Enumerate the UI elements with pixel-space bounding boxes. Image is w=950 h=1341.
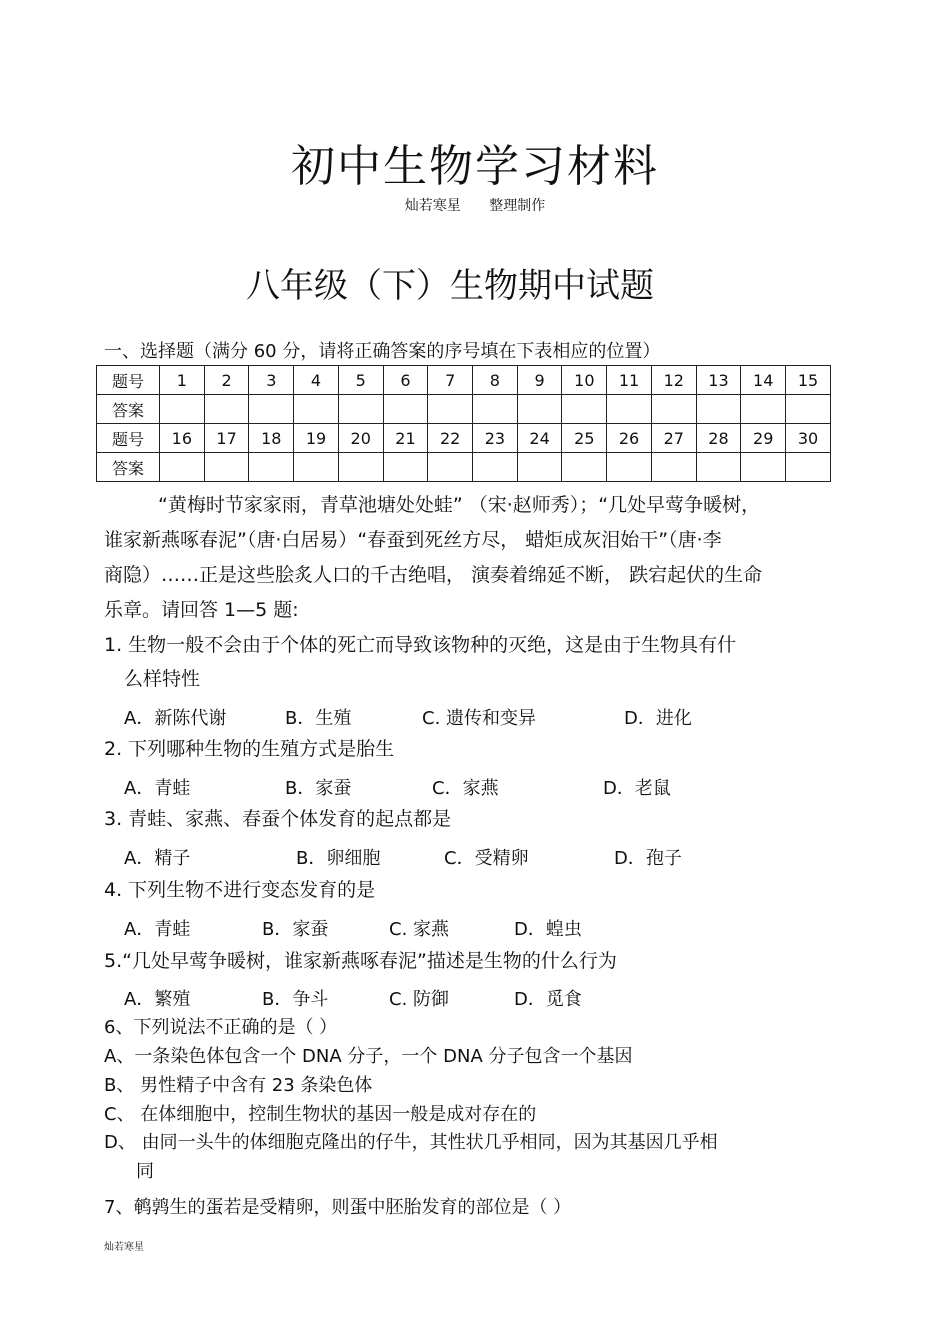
table-row xyxy=(97,366,831,395)
question-number-cell: 3 xyxy=(249,366,294,395)
option-b[interactable]: B．家蚕 xyxy=(285,778,352,799)
table-row xyxy=(97,453,831,482)
answer-cell[interactable] xyxy=(517,453,562,482)
option-b[interactable]: B、 男性精子中含有 23 条染色体 xyxy=(104,1075,373,1096)
option-c[interactable]: C. 防御 xyxy=(389,989,450,1010)
option-b[interactable]: B．卵细胞 xyxy=(296,848,381,869)
option-d[interactable]: D．进化 xyxy=(624,708,692,729)
answer-cell[interactable] xyxy=(562,453,607,482)
options-row xyxy=(0,985,950,1011)
question-number-cell: 18 xyxy=(249,424,294,453)
answer-cell[interactable] xyxy=(204,453,249,482)
question-number-cell: 10 xyxy=(562,366,607,395)
option-c[interactable]: C. 遗传和变异 xyxy=(422,708,537,729)
option-b[interactable]: B．争斗 xyxy=(262,989,329,1010)
question-number-cell: 11 xyxy=(607,366,652,395)
question-number-cell: 29 xyxy=(741,424,786,453)
row-label: 题号 xyxy=(97,366,160,395)
question-number-cell: 9 xyxy=(517,366,562,395)
exam-title: 八年级（下）生物期中试题 xyxy=(246,266,654,306)
table-row xyxy=(97,424,831,453)
question-number-cell: 8 xyxy=(473,366,518,395)
question-number-cell: 5 xyxy=(338,366,383,395)
option-a[interactable]: A．精子 xyxy=(124,848,191,869)
option-c[interactable]: C．家燕 xyxy=(432,778,499,799)
option-a[interactable]: A．新陈代谢 xyxy=(124,708,227,729)
option-a[interactable]: A．繁殖 xyxy=(124,989,191,1010)
option-c[interactable]: C、 在体细胞中，控制生物状的基因一般是成对存在的 xyxy=(104,1104,537,1125)
question-number-cell: 19 xyxy=(294,424,339,453)
question-stem: 4. 下列生物不进行变态发育的是 xyxy=(104,879,376,901)
row-label: 答案 xyxy=(97,395,160,424)
option-d-cont: 同 xyxy=(136,1161,154,1182)
question-number-cell: 24 xyxy=(517,424,562,453)
option-d[interactable]: D．蝗虫 xyxy=(514,919,582,940)
question-number-cell: 4 xyxy=(294,366,339,395)
answer-cell[interactable] xyxy=(786,395,831,424)
answer-cell[interactable] xyxy=(249,395,294,424)
answer-cell[interactable] xyxy=(249,453,294,482)
question-number-cell: 17 xyxy=(204,424,249,453)
option-b[interactable]: B．生殖 xyxy=(285,708,352,729)
answer-cell[interactable] xyxy=(383,395,428,424)
passage-line: 乐章。请回答 1—5 题: xyxy=(104,599,299,621)
answer-cell[interactable] xyxy=(562,395,607,424)
question-number-cell: 6 xyxy=(383,366,428,395)
question-stem: 7、鹌鹑生的蛋若是受精卵，则蛋中胚胎发育的部位是（ ） xyxy=(104,1197,572,1218)
option-d[interactable]: D、 由同一头牛的体细胞克隆出的仔牛，其性状几乎相同，因为其基因几乎相 xyxy=(104,1132,718,1153)
answer-cell[interactable] xyxy=(338,395,383,424)
question-number-cell: 21 xyxy=(383,424,428,453)
question-stem: 2. 下列哪种生物的生殖方式是胎生 xyxy=(104,738,395,760)
question-number-cell: 20 xyxy=(338,424,383,453)
answer-cell[interactable] xyxy=(204,395,249,424)
answer-cell[interactable] xyxy=(651,395,696,424)
table-row xyxy=(97,395,831,424)
passage-line: “黄梅时节家家雨，青草池塘处处蛙” （宋·赵师秀）；“几处早莺争暖树， xyxy=(158,494,761,516)
answer-table xyxy=(96,365,831,482)
question-number-cell: 15 xyxy=(786,366,831,395)
passage-line: 谁家新燕啄春泥”（唐·白居易）“春蚕到死丝方尽， 蜡炬成灰泪始干”（唐·李 xyxy=(104,529,722,551)
question-number-cell: 23 xyxy=(473,424,518,453)
question-number-cell: 12 xyxy=(651,366,696,395)
answer-cell[interactable] xyxy=(160,395,205,424)
question-number-cell: 26 xyxy=(607,424,652,453)
option-a[interactable]: A．青蛙 xyxy=(124,778,191,799)
option-a[interactable]: A、一条染色体包含一个 DNA 分子，一个 DNA 分子包含一个基因 xyxy=(104,1046,633,1067)
section-heading: 一、选择题（满分 60 分，请将正确答案的序号填在下表相应的位置） xyxy=(104,341,661,362)
answer-cell[interactable] xyxy=(517,395,562,424)
answer-cell[interactable] xyxy=(651,453,696,482)
footer-text: 灿若寒星 xyxy=(104,1242,144,1253)
option-c[interactable]: C. 家燕 xyxy=(389,919,450,940)
question-stem: 3. 青蛙、家燕、春蚕个体发育的起点都是 xyxy=(104,808,452,830)
question-number-cell: 2 xyxy=(204,366,249,395)
answer-cell[interactable] xyxy=(786,453,831,482)
options-row xyxy=(0,704,950,730)
answer-cell[interactable] xyxy=(607,395,652,424)
answer-cell[interactable] xyxy=(294,395,339,424)
question-stem: 1. 生物一般不会由于个体的死亡而导致该物种的灭绝，这是由于生物具有什 xyxy=(104,634,737,656)
options-row xyxy=(0,915,950,941)
answer-cell[interactable] xyxy=(383,453,428,482)
answer-cell[interactable] xyxy=(607,453,652,482)
answer-cell[interactable] xyxy=(741,395,786,424)
option-c[interactable]: C．受精卵 xyxy=(444,848,529,869)
question-number-cell: 22 xyxy=(428,424,473,453)
credit-line: 灿若寒星 整理制作 xyxy=(404,198,546,214)
row-label: 题号 xyxy=(97,424,160,453)
question-number-cell: 1 xyxy=(160,366,205,395)
question-number-cell: 7 xyxy=(428,366,473,395)
option-b[interactable]: B．家蚕 xyxy=(262,919,329,940)
answer-cell[interactable] xyxy=(473,453,518,482)
question-stem: 6、下列说法不正确的是（ ） xyxy=(104,1017,338,1038)
question-number-cell: 16 xyxy=(160,424,205,453)
question-stem-cont: 么样特性 xyxy=(124,668,201,690)
answer-cell[interactable] xyxy=(741,453,786,482)
option-a[interactable]: A．青蛙 xyxy=(124,919,191,940)
question-number-cell: 28 xyxy=(696,424,741,453)
question-number-cell: 25 xyxy=(562,424,607,453)
answer-cell[interactable] xyxy=(338,453,383,482)
option-d[interactable]: D．孢子 xyxy=(614,848,682,869)
answer-cell[interactable] xyxy=(428,395,473,424)
options-row xyxy=(0,844,950,870)
question-stem: 5.“几处早莺争暖树，谁家新燕啄春泥”描述是生物的什么行为 xyxy=(104,950,617,972)
passage-line: 商隐）……正是这些脍炙人口的千古绝唱， 演奏着绵延不断， 跌宕起伏的生命 xyxy=(104,564,763,586)
row-label: 答案 xyxy=(97,453,160,482)
answer-cell[interactable] xyxy=(160,453,205,482)
question-number-cell: 13 xyxy=(696,366,741,395)
answer-cell[interactable] xyxy=(428,453,473,482)
options-row xyxy=(0,774,950,800)
answer-cell[interactable] xyxy=(696,453,741,482)
question-number-cell: 27 xyxy=(651,424,696,453)
option-d[interactable]: D．觅食 xyxy=(514,989,582,1010)
question-number-cell: 14 xyxy=(741,366,786,395)
answer-cell[interactable] xyxy=(473,395,518,424)
answer-cell[interactable] xyxy=(696,395,741,424)
answer-cell[interactable] xyxy=(294,453,339,482)
option-d[interactable]: D．老鼠 xyxy=(603,778,671,799)
page-title: 初中生物学习材料 xyxy=(291,141,659,192)
question-number-cell: 30 xyxy=(786,424,831,453)
